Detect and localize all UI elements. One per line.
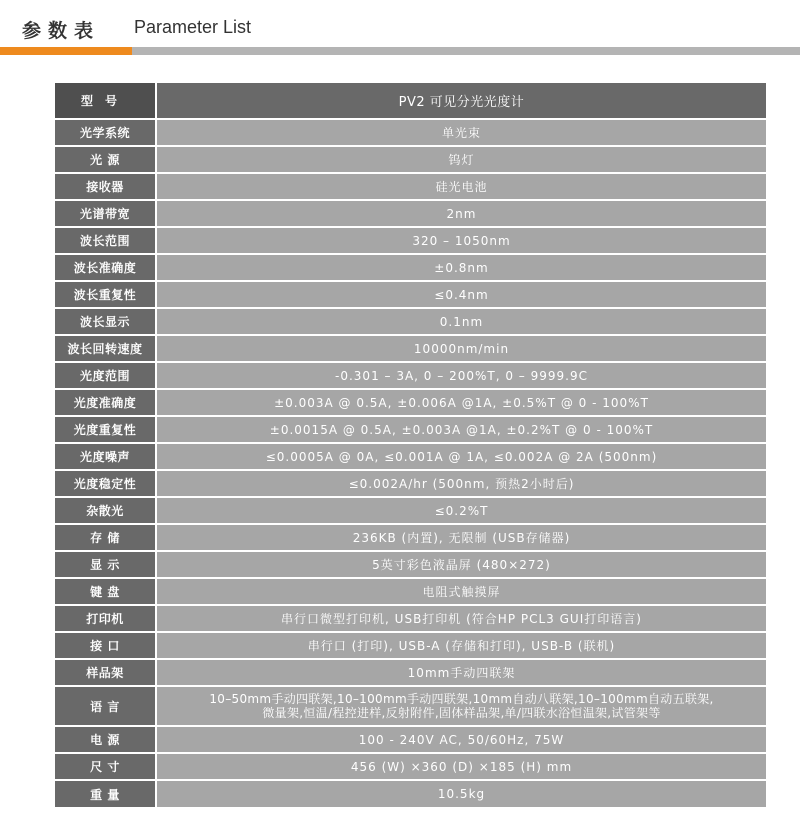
row-label: 光谱带宽 [55,200,156,227]
row-label: 重 量 [55,780,156,807]
row-value: 串行口 (打印), USB-A (存储和打印), USB-B (联机) [156,632,766,659]
parameter-table [55,83,766,807]
table-row [55,497,766,524]
row-value: ≤0.002A/hr (500nm, 预热2小时后) [156,470,766,497]
row-value: 电阻式触摸屏 [156,578,766,605]
row-label: 接 口 [55,632,156,659]
row-label: 光度噪声 [55,443,156,470]
table-row [55,753,766,780]
table-row [55,780,766,807]
row-label: 键 盘 [55,578,156,605]
row-label: 波长准确度 [55,254,156,281]
row-value: ≤0.2%T [156,497,766,524]
table-row [55,470,766,497]
table-row [55,443,766,470]
row-label: 光学系统 [55,119,156,146]
accent-bar [0,47,132,55]
table-row [55,578,766,605]
row-value: 10.5kg [156,780,766,807]
page-header [0,0,800,58]
row-label: 光度稳定性 [55,470,156,497]
table-row [55,632,766,659]
row-label: 接收器 [55,173,156,200]
row-value: 10mm手动四联架 [156,659,766,686]
row-label: 波长范围 [55,227,156,254]
table-row [55,551,766,578]
table-header-row [55,83,766,119]
row-label: 打印机 [55,605,156,632]
row-value: 320 – 1050nm [156,227,766,254]
table-row [55,308,766,335]
row-value: 100 - 240V AC, 50/60Hz, 75W [156,726,766,753]
row-value: 5英寸彩色液晶屏 (480×272) [156,551,766,578]
row-label: 波长回转速度 [55,335,156,362]
row-value: 串行口微型打印机, USB打印机 (符合HP PCL3 GUI打印语言) [156,605,766,632]
table-row [55,173,766,200]
row-value: 456 (W) ×360 (D) ×185 (H) mm [156,753,766,780]
row-value: 单光束 [156,119,766,146]
row-label: 光 源 [55,146,156,173]
table-row [55,146,766,173]
row-label: 波长显示 [55,308,156,335]
row-label: 样品架 [55,659,156,686]
row-value [156,686,766,726]
row-label: 光度范围 [55,362,156,389]
row-label: 电 源 [55,726,156,753]
title-chinese: 参数表 [22,20,101,42]
row-value: ≤0.4nm [156,281,766,308]
table-row [55,362,766,389]
row-label: 尺 寸 [55,753,156,780]
table-row [55,416,766,443]
row-value: 236KB (内置), 无限制 (USB存储器) [156,524,766,551]
row-value: ≤0.0005A @ 0A, ≤0.001A @ 1A, ≤0.002A @ 2A (500nm) [156,443,766,470]
row-label: 语 言 [55,686,156,726]
row-value: ±0.8nm [156,254,766,281]
table-row [55,119,766,146]
row-label: 杂散光 [55,497,156,524]
row-label: 光度重复性 [55,416,156,443]
table-row [55,200,766,227]
row-value: -0.301 – 3A, 0 – 200%T, 0 – 9999.9C [156,362,766,389]
row-value: 0.1nm [156,308,766,335]
table-row [55,281,766,308]
row-label: 存 储 [55,524,156,551]
title-english: Parameter List [134,17,252,37]
row-value: ±0.0015A @ 0.5A, ±0.003A @1A, ±0.2%T @ 0 - 100%T [156,416,766,443]
row-value: 硅光电池 [156,173,766,200]
table-row [55,605,766,632]
table-row [55,524,766,551]
table-row [55,254,766,281]
table-row [55,686,766,726]
table-row [55,389,766,416]
row-label: 光度准确度 [55,389,156,416]
row-value: 2nm [156,200,766,227]
row-value: 10000nm/min [156,335,766,362]
model-label: 型号 [55,83,156,119]
table-row [55,659,766,686]
table-row [55,227,766,254]
row-label: 显 示 [55,551,156,578]
model-value: PV2 可见分光光度计 [156,83,766,119]
row-label: 波长重复性 [55,281,156,308]
row-value-line: 微量架,恒温/程控进样,反射附件,固体样品架,单/四联水浴恒温架,试管架等 [262,706,661,720]
divider-bar [132,47,800,55]
table-row [55,726,766,753]
row-value-line: 10–50mm手动四联架,10–100mm手动四联架,10mm自动八联架,10–100mm自动五联架, [209,692,714,706]
table-row [55,335,766,362]
row-value: ±0.003A @ 0.5A, ±0.006A @1A, ±0.5%T @ 0 - 100%T [156,389,766,416]
row-value: 钨灯 [156,146,766,173]
